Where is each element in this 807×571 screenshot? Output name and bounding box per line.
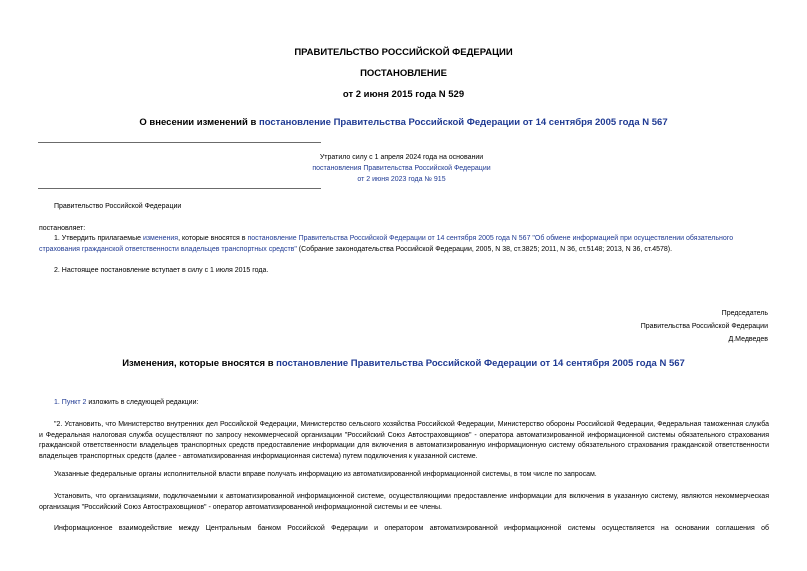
divider-top [38, 142, 321, 143]
signature-name: Д.Медведев [728, 336, 768, 343]
government-heading: ПРАВИТЕЛЬСТВО РОССИЙСКОЙ ФЕДЕРАЦИИ [294, 47, 513, 58]
status-link-resolution[interactable]: постановления Правительства Российской Федерации [312, 165, 491, 172]
signature-block [641, 308, 768, 345]
resolution-567-link[interactable]: постановление Правительства Российской Федерации от 14 сентября 2005 года N 567 "Об обмене информацией при осуществлении обязательного страхования гражданской ответственности владельцев транспортных средств" [39, 235, 734, 253]
changes-link[interactable]: изменения [142, 235, 179, 242]
item-1: 1. Утвердить прилагаемые изменения, которые вносятся в постановление Правительства Российской Федерации от 14 сентября 2005 года N 567 "Об обмене информацией при осуществлении обязательного страхования гражданской ответственности владельцев транспортных средств" (Собрание законодательства Российской Федерации, 2005, N 38, ст.3825; 2011, N 36, ст.5148; 2013, N 36, ст.4578). [39, 235, 734, 253]
document-date-number: от 2 июня 2015 года N 529 [342, 89, 465, 100]
title-prefix: О внесении изменений в [139, 117, 259, 128]
signature-org: Правительства Российской Федерации [640, 323, 768, 330]
change-para-4: Установить, что организациями, подключаемыми к автоматизированной информационной системе, осуществляющими предоставление информации для включения в указанную систему, являются некоммерческая организация "Российский Союз Автостраховщиков" - оператор автоматизированной информационной системы и ее члены. [39, 493, 769, 511]
item-2: 2. Настоящее постановление вступает в силу с 1 июля 2015 года. [54, 267, 269, 274]
status-note [0, 152, 805, 185]
change-para-3: Указанные федеральные органы исполнительной власти вправе получать информацию из автоматизированной информационной системы, в том числе по запросам. [54, 471, 597, 478]
status-line: Утратило силу с 1 апреля 2024 года на основании [319, 154, 484, 161]
changes-title-link[interactable]: постановление Правительства Российской Федерации от 14 сентября 2005 года N 567 [276, 358, 685, 369]
issuer: Правительство Российской Федерации [54, 203, 182, 210]
divider-bottom [38, 188, 321, 189]
document-title [0, 117, 807, 128]
change-para-1: 1. Пункт 2 изложить в следующей редакции: [54, 399, 199, 406]
title-link[interactable]: постановление Правительства Российской Федерации от 14 сентября 2005 года N 567 [258, 117, 668, 128]
change-para-2: "2. Установить, что Министерство внутренних дел Российской Федерации, Министерство сельского хозяйства Российской Федерации, Министерство обороны Российской Федерации, Федеральная таможенная служба и Федеральная налоговая служба осуществляют по запросу некоммерческой организации "Российский Союз Автостраховщиков" - оператора автоматизированной информационной системы обязательного страхования гражданской ответственности владельцев транспортных средств предоставление информации для включения в автоматизированную информационную систему обязательного страхования гражданской ответственности владельцев транспортных средств (далее - автоматизированная информационная система) путем подключения к указанной системе. [39, 421, 769, 460]
changes-title [0, 358, 807, 369]
document-type: ПОСТАНОВЛЕНИЕ [360, 68, 447, 79]
changes-title-prefix: Изменения, которые вносятся в [122, 358, 277, 369]
clause-2-link[interactable]: 1. Пункт 2 [54, 399, 87, 406]
resolves-label: постановляет: [39, 225, 86, 232]
change-para-5: Информационное взаимодействие между Центральным банком Российской Федерации и оператором автоматизированной информационной системы осуществляется на основании соглашения об [54, 525, 769, 532]
status-link-date[interactable]: от 2 июня 2023 года № 915 [357, 176, 446, 183]
signature-position: Председатель [721, 310, 768, 317]
